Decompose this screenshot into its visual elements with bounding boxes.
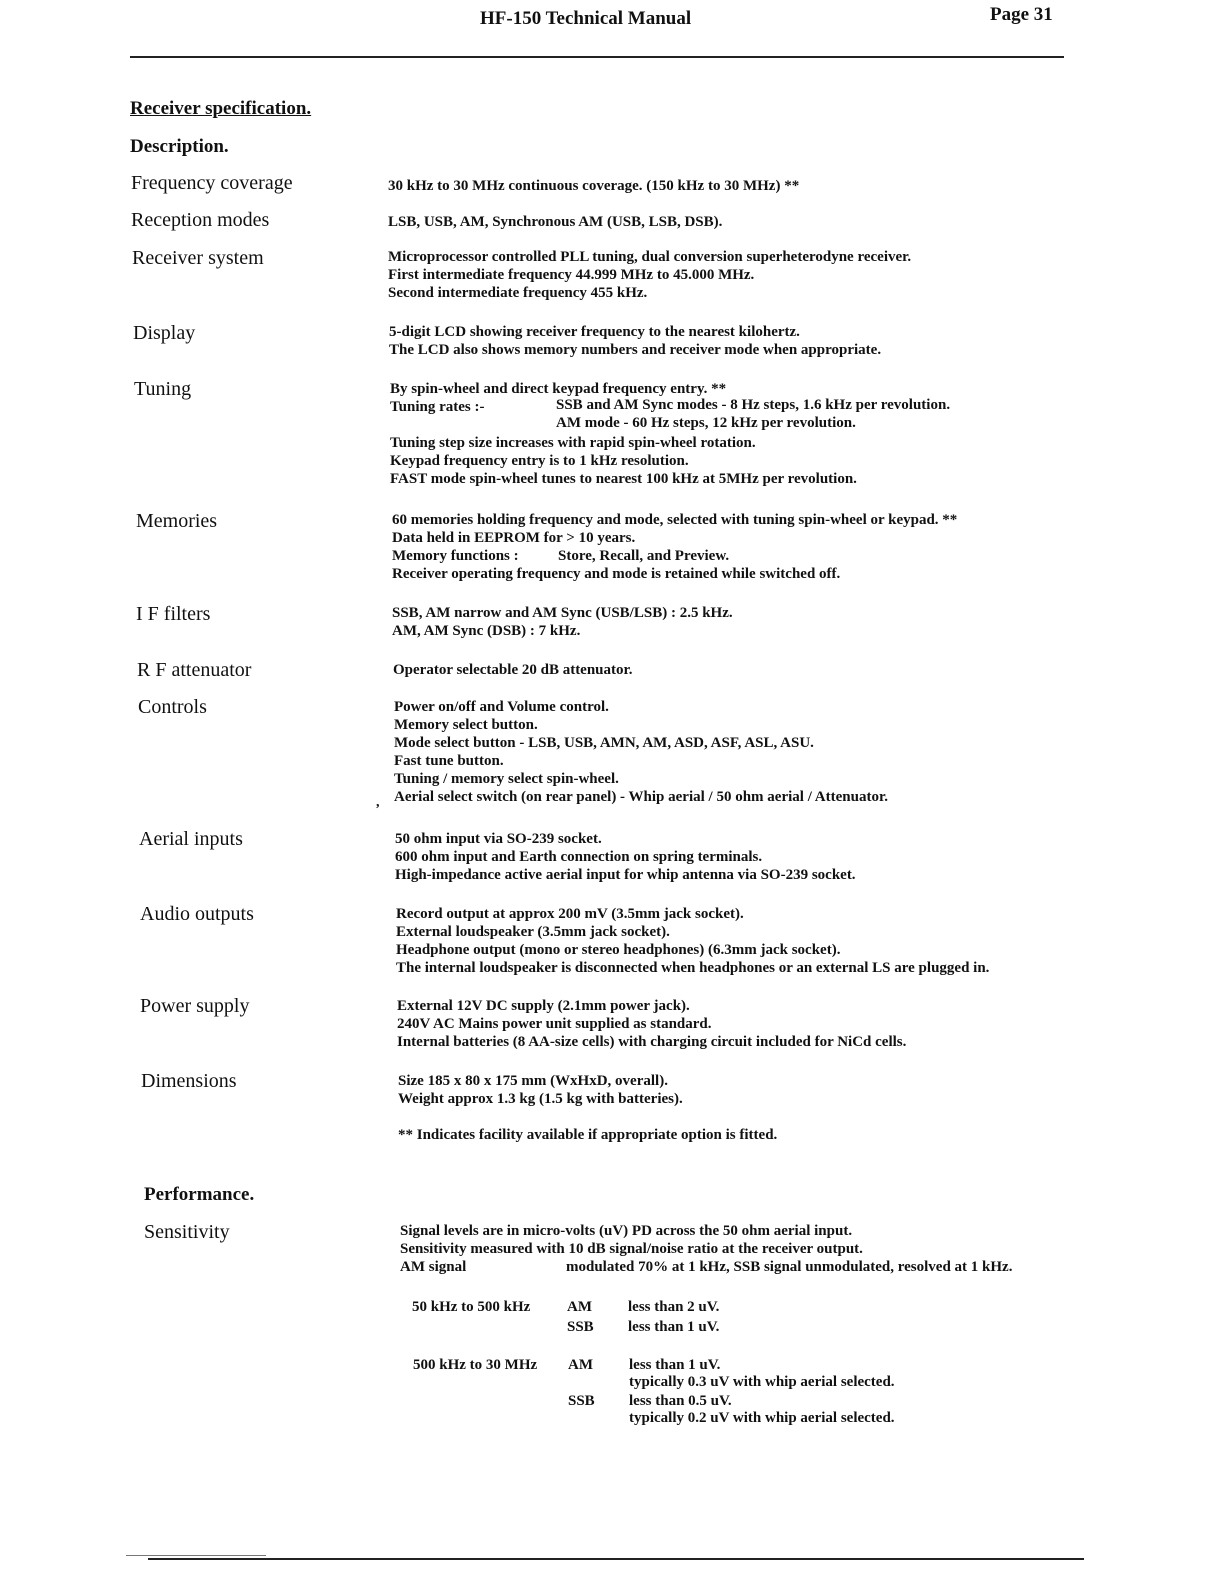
page-header-title: HF-150 Technical Manual	[480, 8, 692, 29]
spec-line: 600 ohm input and Earth connection on spring terminals.	[395, 849, 763, 865]
header-divider	[130, 56, 1064, 58]
freq-range: 50 kHz to 500 kHz	[412, 1299, 531, 1315]
spec-line: Tuning / memory select spin-wheel.	[394, 771, 619, 787]
spec-line: Tuning step size increases with rapid spin-wheel rotation.	[390, 435, 756, 451]
spec-line: Microprocessor controlled PLL tuning, dual conversion superheterodyne receiver.	[388, 249, 912, 265]
spec-line: Memory select button.	[394, 717, 538, 733]
spec-value	[398, 1072, 683, 1108]
spec-label: Receiver system	[132, 247, 264, 269]
spec-label: Aerial inputs	[139, 828, 243, 850]
spec-line: Weight approx 1.3 kg (1.5 kg with batteries).	[398, 1091, 683, 1107]
spec-line: Internal batteries (8 AA-size cells) with charging circuit included for NiCd cells.	[397, 1034, 907, 1050]
spec-value	[393, 661, 633, 679]
freq-range: 500 kHz to 30 MHz	[413, 1357, 538, 1373]
sensitivity-cell: less than 1 uV.	[629, 1357, 721, 1373]
spec-line: Mode select button - LSB, USB, AMN, AM, ASD, ASF, ASL, ASU.	[394, 735, 814, 751]
spec-line: By spin-wheel and direct keypad frequency entry. **	[390, 381, 727, 397]
section-heading-receiver-specification: Receiver specification.	[130, 98, 312, 119]
scan-mark: ,	[376, 795, 380, 810]
spec-label: Display	[133, 322, 196, 344]
spec-value	[397, 997, 906, 1051]
spec-label: Memories	[136, 510, 218, 532]
option-footnote: ** Indicates facility available if appropriate option is fitted.	[398, 1127, 778, 1143]
mode-cell: SSB	[568, 1393, 595, 1409]
spec-label: Dimensions	[141, 1070, 237, 1092]
spec-label: Sensitivity	[144, 1221, 230, 1243]
spec-label: Reception modes	[131, 209, 270, 231]
spec-line: AM signal	[400, 1259, 467, 1275]
spec-label: Frequency coverage	[131, 172, 293, 194]
spec-line: Receiver operating frequency and mode is retained while switched off.	[392, 566, 841, 582]
spec-value	[389, 323, 881, 359]
spec-line: 60 memories holding frequency and mode, selected with tuning spin-wheel or keypad. **	[392, 512, 958, 528]
sensitivity-cell: less than 0.5 uV.	[629, 1393, 732, 1409]
spec-line: Power on/off and Volume control.	[394, 699, 609, 715]
mode-cell: SSB	[567, 1319, 594, 1335]
section-heading-description: Description.	[130, 136, 229, 157]
spec-line: Sensitivity measured with 10 dB signal/noise ratio at the receiver output.	[400, 1241, 863, 1257]
spec-value	[394, 698, 888, 806]
spec-value	[395, 830, 856, 884]
spec-line: First intermediate frequency 44.999 MHz to 45.000 MHz.	[388, 267, 755, 283]
sensitivity-cell: typically 0.3 uV with whip aerial selected.	[629, 1374, 895, 1390]
memory-functions-value: Store, Recall, and Preview.	[558, 548, 730, 564]
spec-value	[396, 905, 989, 977]
tuning-rate-am: AM mode - 60 Hz steps, 12 kHz per revolution.	[556, 415, 856, 431]
sensitivity-cell: less than 2 uV.	[628, 1299, 720, 1315]
spec-line: Fast tune button.	[394, 753, 504, 769]
spec-line: FAST mode spin-wheel tunes to nearest 100 kHz at 5MHz per revolution.	[390, 471, 857, 487]
spec-label: Power supply	[140, 995, 250, 1017]
spec-line: External 12V DC supply (2.1mm power jack).	[397, 998, 690, 1014]
spec-value	[392, 604, 733, 640]
spec-line: Data held in EEPROM for > 10 years.	[392, 530, 636, 546]
spec-line: High-impedance active aerial input for whip antenna via SO-239 socket.	[395, 867, 856, 883]
spec-value	[388, 177, 799, 195]
spec-value	[388, 248, 911, 302]
sensitivity-cell: less than 1 uV.	[628, 1319, 720, 1335]
spec-label: I F filters	[136, 603, 211, 625]
spec-label: Controls	[138, 696, 207, 718]
section-heading-performance: Performance.	[144, 1184, 255, 1205]
am-signal-note: modulated 70% at 1 kHz, SSB signal unmodulated, resolved at 1 kHz.	[566, 1259, 1013, 1275]
spec-line: 50 ohm input via SO-239 socket.	[395, 831, 602, 847]
spec-line: Tuning rates :-	[390, 399, 485, 415]
spec-line: 5-digit LCD showing receiver frequency to the nearest kilohertz.	[389, 324, 800, 340]
spec-label: Tuning	[134, 378, 192, 400]
spec-line: AM, AM Sync (DSB) : 7 kHz.	[392, 623, 581, 639]
spec-line: Signal levels are in micro-volts (uV) PD across the 50 ohm aerial input.	[400, 1223, 853, 1239]
spec-line: The internal loudspeaker is disconnected when headphones or an external LS are plugged in.	[396, 960, 990, 976]
page-number: Page 31	[990, 4, 1053, 25]
footer-divider-short	[126, 1555, 266, 1556]
sensitivity-cell: typically 0.2 uV with whip aerial selected.	[629, 1410, 895, 1426]
spec-line: Size 185 x 80 x 175 mm (WxHxD, overall).	[398, 1073, 668, 1089]
spec-line: SSB, AM narrow and AM Sync (USB/LSB) : 2.5 kHz.	[392, 605, 733, 621]
spec-line: Memory functions :	[392, 548, 519, 564]
spec-line: The LCD also shows memory numbers and receiver mode when appropriate.	[389, 342, 882, 358]
spec-label: R F attenuator	[137, 659, 252, 681]
mode-cell: AM	[568, 1357, 593, 1373]
tuning-rate-ssb: SSB and AM Sync modes - 8 Hz steps, 1.6 kHz per revolution.	[556, 397, 951, 413]
spec-line: Record output at approx 200 mV (3.5mm jack socket).	[396, 906, 744, 922]
spec-line: Headphone output (mono or stereo headphones) (6.3mm jack socket).	[396, 942, 841, 958]
spec-line: External loudspeaker (3.5mm jack socket).	[396, 924, 670, 940]
spec-label: Audio outputs	[140, 903, 254, 925]
spec-line: 240V AC Mains power unit supplied as standard.	[397, 1016, 712, 1032]
mode-cell: AM	[567, 1299, 592, 1315]
spec-line: Keypad frequency entry is to 1 kHz resolution.	[390, 453, 689, 469]
footer-divider	[148, 1558, 1084, 1560]
spec-line: LSB, USB, AM, Synchronous AM (USB, LSB, DSB).	[388, 214, 723, 230]
spec-line: Aerial select switch (on rear panel) - Whip aerial / 50 ohm aerial / Attenuator.	[394, 789, 888, 805]
spec-line: 30 kHz to 30 MHz continuous coverage. (150 kHz to 30 MHz) **	[388, 178, 800, 194]
spec-line: Operator selectable 20 dB attenuator.	[393, 662, 633, 678]
spec-line: Second intermediate frequency 455 kHz.	[388, 285, 648, 301]
spec-value	[388, 213, 722, 231]
